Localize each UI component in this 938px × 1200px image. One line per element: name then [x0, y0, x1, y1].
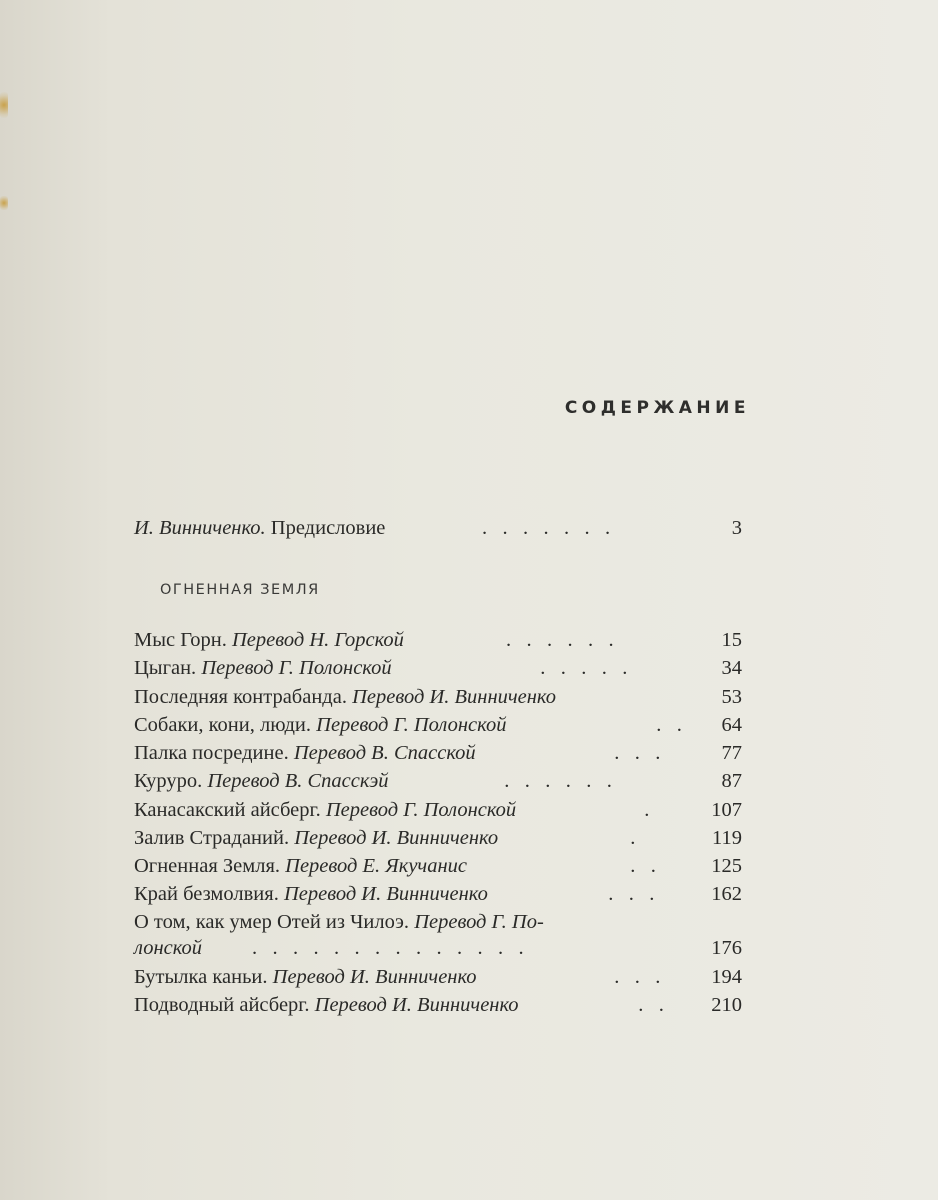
dot-leader: . . . [604, 966, 661, 988]
story-title: Последняя контрабанда. [134, 686, 347, 708]
page-number: 34 [721, 657, 742, 679]
dot-leader: . . . . . . [494, 770, 612, 792]
translator: Перевод Н. Горской [232, 629, 404, 651]
toc-entry-preface [134, 517, 742, 547]
story-title: Бутылка каньи. [134, 966, 268, 988]
page-number: 119 [712, 827, 742, 849]
story-title: Палка посредине. [134, 742, 289, 764]
page-number: 15 [721, 629, 742, 651]
page-title: СОДЕРЖАНИЕ [564, 398, 750, 418]
story-title: Канасакский айсберг. [134, 799, 321, 821]
toc-entry [134, 799, 742, 829]
story-title: Залив Страданий. [134, 827, 290, 849]
story-title: Собаки, кони, люди. [134, 714, 312, 736]
translator: Перевод И. Винниченко [294, 827, 499, 849]
translator: Перевод В. Спасской [293, 742, 476, 764]
preface-author: И. Винниченко. [134, 517, 266, 539]
toc-entry [134, 657, 742, 687]
page-number: 3 [731, 517, 742, 539]
page-number: 162 [711, 883, 742, 905]
story-title: О том, как умер Отей из Чилоэ. [134, 911, 410, 933]
story-title: Куруро. [134, 770, 203, 792]
story-title: Край безмолвия. [134, 883, 279, 905]
toc-entry [134, 686, 742, 716]
toc-entry [134, 883, 742, 913]
paper-stain [0, 92, 8, 118]
dot-leader: . . [628, 994, 664, 1016]
toc-entry-continuation [134, 937, 742, 967]
story-title: Мыс Горн. [134, 629, 227, 651]
page-number: 87 [721, 770, 742, 792]
story-title: Огненная Земля. [134, 855, 281, 877]
dot-leader: . [620, 827, 636, 849]
translator: Перевод Е. Якучанис [285, 855, 467, 877]
page-number: 125 [711, 855, 742, 877]
toc-entry [134, 629, 742, 659]
dot-leader: . . . . . . [506, 629, 614, 651]
translator: Перевод В. Спасскэй [207, 770, 389, 792]
paper-stain [0, 196, 8, 210]
toc-entry [134, 742, 742, 772]
preface-title: Предисловие [270, 517, 386, 539]
translator: Перевод Г. По- [414, 911, 544, 933]
page-number: 77 [721, 742, 742, 764]
toc-entry [134, 714, 742, 744]
dot-leader: . [634, 799, 650, 821]
toc-entry [134, 855, 742, 885]
dot-leader: . . . . . . . . . . . . . . [252, 937, 524, 959]
dot-leader: . . [646, 714, 682, 736]
section-title: ОГНЕННАЯ ЗЕМЛЯ [160, 582, 320, 598]
page-number: 64 [721, 714, 742, 736]
dot-leader: . . . . . . . [482, 517, 611, 539]
toc-entry [134, 827, 742, 857]
page-number: 107 [711, 799, 742, 821]
translator: Перевод И. Винниченко [283, 883, 488, 905]
page-number: 210 [711, 994, 742, 1016]
translator-continuation: лонской [134, 937, 203, 959]
translator: Перевод Г. Полонской [201, 657, 392, 679]
translator: Перевод Г. Полонской [316, 714, 507, 736]
toc-entry [134, 966, 742, 996]
translator: Перевод И. Винниченко [352, 686, 556, 708]
dot-leader: . . . [604, 742, 661, 764]
translator: Перевод И. Винниченко [272, 966, 477, 988]
story-title: Подводный айсберг. [134, 994, 310, 1016]
page-number: 194 [711, 966, 742, 988]
page-number: 176 [711, 937, 742, 959]
dot-leader: . . . [598, 883, 655, 905]
translator: Перевод И. Винниченко [314, 994, 519, 1016]
page-number: 53 [721, 686, 742, 708]
toc-entry [134, 994, 742, 1024]
toc-entry [134, 770, 742, 800]
dot-leader: . . [620, 855, 656, 877]
dot-leader: . . . . . [530, 657, 628, 679]
story-title: Цыган. [134, 657, 197, 679]
translator: Перевод Г. Полонской [325, 799, 517, 821]
